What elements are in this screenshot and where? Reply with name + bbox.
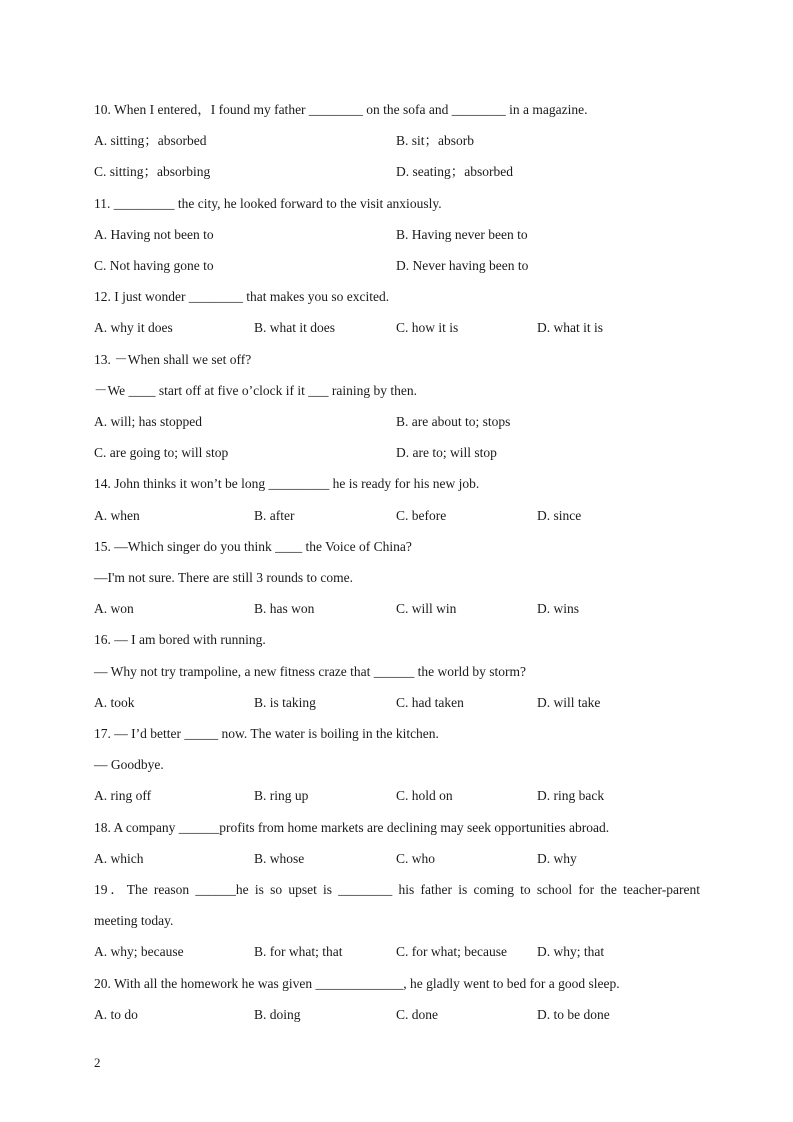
- answer-option: B. has won: [254, 601, 315, 616]
- answer-option: D. will take: [537, 695, 601, 710]
- answer-option: C. done: [396, 1007, 438, 1022]
- question-stem-continued: meeting today.: [94, 913, 174, 928]
- answer-option: C. are going to; will stop: [94, 445, 229, 460]
- options-row: [94, 226, 734, 244]
- answer-option: A. sitting；absorbed: [94, 133, 207, 148]
- question-stem: 16. — I am bored with running.: [94, 632, 266, 647]
- answer-option: D. what it is: [537, 320, 603, 335]
- options-row: [94, 600, 734, 618]
- answer-option: A. which: [94, 851, 144, 866]
- question-stem-continued: —I'm not sure. There are still 3 rounds to come.: [94, 570, 353, 585]
- answer-option: D. ring back: [537, 788, 605, 803]
- answer-option: A. why it does: [94, 320, 173, 335]
- answer-option: A. to do: [94, 1007, 138, 1022]
- answer-option: D. to be done: [537, 1007, 610, 1022]
- options-row: [94, 694, 734, 712]
- answer-option: D. wins: [537, 601, 580, 616]
- options-row: [94, 319, 734, 337]
- options-row: [94, 413, 734, 431]
- answer-option: C. before: [396, 508, 447, 523]
- answer-option: C. will win: [396, 601, 457, 616]
- question-stem: 10. When I entered，I found my father ________ on the sofa and ________ in a magazine.: [94, 102, 588, 117]
- answer-option: B. ring up: [254, 788, 309, 803]
- answer-option: C. for what; because: [396, 944, 507, 959]
- question-stem: 19．The reason ______he is so upset is ________ his father is coming to school for the teacher-parent: [94, 882, 700, 897]
- answer-option: A. will; has stopped: [94, 414, 202, 429]
- answer-option: C. who: [396, 851, 436, 866]
- question-stem: 14. John thinks it won’t be long _________ he is ready for his new job.: [94, 476, 480, 491]
- answer-option: D. are to; will stop: [396, 445, 497, 460]
- options-row: [94, 444, 734, 462]
- question-stem: 17. — I’d better _____ now. The water is boiling in the kitchen.: [94, 726, 439, 741]
- answer-option: A. why; because: [94, 944, 184, 959]
- question-stem: 20. With all the homework he was given _____________, he gladly went to bed for a good sleep.: [94, 976, 620, 991]
- options-row: [94, 850, 734, 868]
- answer-option: C. hold on: [396, 788, 453, 803]
- answer-option: D. why; that: [537, 944, 605, 959]
- options-row: [94, 943, 734, 961]
- answer-option: D. why: [537, 851, 577, 866]
- question-stem-continued: — Goodbye.: [94, 757, 164, 772]
- answer-option: A. won: [94, 601, 134, 616]
- answer-option: C. had taken: [396, 695, 464, 710]
- options-row: [94, 787, 734, 805]
- answer-option: B. doing: [254, 1007, 301, 1022]
- answer-option: B. are about to; stops: [396, 414, 511, 429]
- answer-option: C. sitting；absorbing: [94, 164, 211, 179]
- question-stem-continued: — Why not try trampoline, a new fitness craze that ______ the world by storm?: [94, 664, 527, 679]
- question-stem: 13. －When shall we set off?: [94, 352, 252, 367]
- page-number: 2: [94, 1055, 101, 1070]
- options-row: [94, 163, 734, 181]
- question-stem-continued: －We ____ start off at five o’clock if it ___ raining by then.: [94, 383, 417, 398]
- answer-option: A. Having not been to: [94, 227, 214, 242]
- answer-option: D. Never having been to: [396, 258, 529, 273]
- answer-option: A. when: [94, 508, 140, 523]
- answer-option: B. whose: [254, 851, 305, 866]
- options-row: [94, 1006, 734, 1024]
- answer-option: A. ring off: [94, 788, 152, 803]
- question-stem: 12. I just wonder ________ that makes you so excited.: [94, 289, 390, 304]
- answer-option: B. sit；absorb: [396, 133, 475, 148]
- options-row: [94, 132, 734, 150]
- options-row: [94, 507, 734, 525]
- question-stem: 18. A company ______profits from home markets are declining may seek opportunities abroad.: [94, 820, 610, 835]
- answer-option: C. Not having gone to: [94, 258, 214, 273]
- answer-option: B. for what; that: [254, 944, 343, 959]
- answer-option: D. seating；absorbed: [396, 164, 513, 179]
- answer-option: C. how it is: [396, 320, 459, 335]
- answer-option: B. Having never been to: [396, 227, 528, 242]
- question-stem: 15. —Which singer do you think ____ the Voice of China?: [94, 539, 412, 554]
- answer-option: B. what it does: [254, 320, 335, 335]
- answer-option: B. after: [254, 508, 295, 523]
- answer-option: B. is taking: [254, 695, 316, 710]
- answer-option: D. since: [537, 508, 582, 523]
- question-stem: 11. _________ the city, he looked forward to the visit anxiously.: [94, 196, 442, 211]
- options-row: [94, 257, 734, 275]
- answer-option: A. took: [94, 695, 135, 710]
